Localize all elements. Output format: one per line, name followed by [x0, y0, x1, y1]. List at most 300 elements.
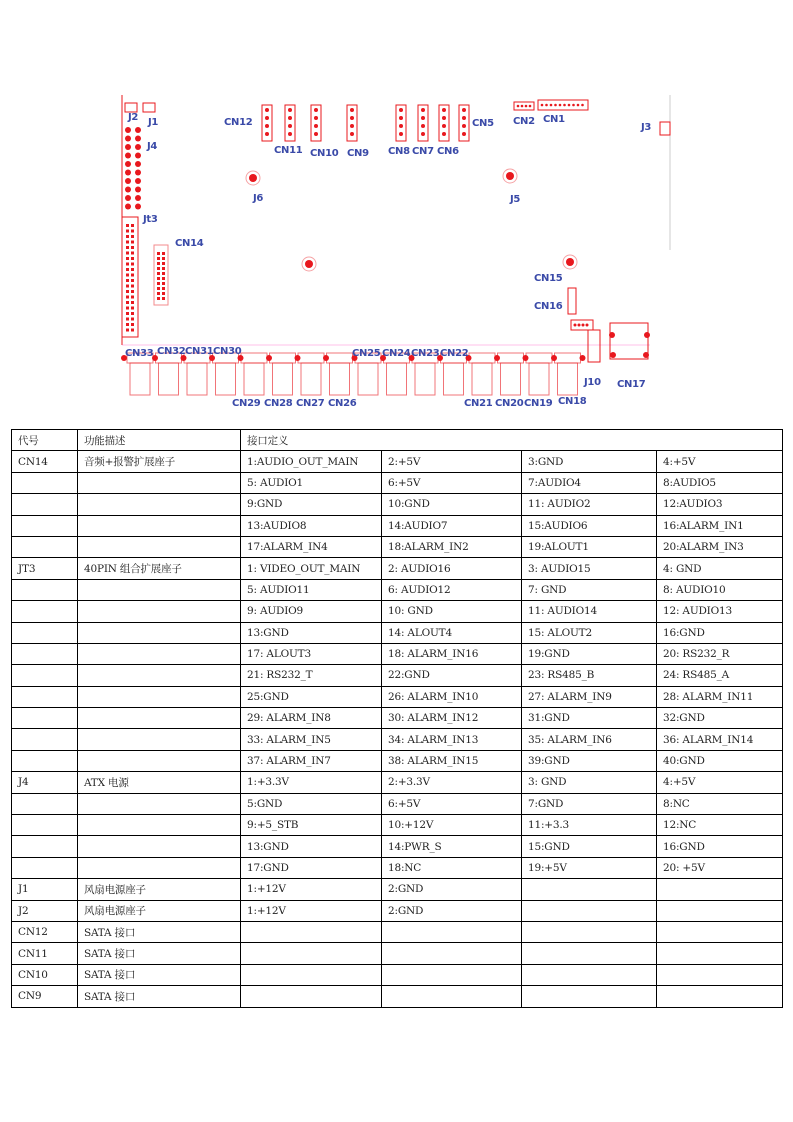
cn14-pin: [162, 297, 165, 300]
cell-pin: 23: RS485_B: [522, 665, 657, 686]
cell-pin: [657, 986, 783, 1007]
cell-pin: 10:GND: [382, 494, 522, 515]
sata-pin: [350, 124, 354, 128]
cell-pin: 11:+3.3: [522, 815, 657, 836]
connector-label-j2: J2: [128, 112, 139, 123]
board-layout-diagram: [110, 90, 680, 410]
connector-label-j4: J4: [147, 141, 158, 152]
sata-pin: [314, 124, 318, 128]
cell-pin: 36: ALARM_IN14: [657, 729, 783, 750]
cell-pin: [657, 879, 783, 900]
cell-pin: [241, 921, 382, 942]
j3-connector: [660, 122, 670, 135]
bnc-body: [187, 363, 207, 395]
cell-pin: 15: ALOUT2: [522, 622, 657, 643]
cell-code: [12, 729, 78, 750]
cell-pin: 12: AUDIO13: [657, 601, 783, 622]
cell-function: [78, 793, 241, 814]
cell-function: 风扇电源座子: [78, 879, 241, 900]
cell-pin: 14: ALOUT4: [382, 622, 522, 643]
cell-function: ATX 电源: [78, 772, 241, 793]
jt3-pin: [126, 296, 129, 299]
jt3-pin: [126, 257, 129, 260]
cn14-pin: [157, 282, 160, 285]
cell-pin: 8: AUDIO10: [657, 579, 783, 600]
j4-pin: [125, 153, 131, 159]
connector-label-cn5: CN5: [472, 118, 494, 129]
mount-hole: [249, 174, 257, 182]
connector-label-cn16: CN16: [534, 301, 563, 312]
cell-pin: [241, 986, 382, 1007]
bnc-body: [472, 363, 492, 395]
cell-pin: 17:GND: [241, 857, 382, 878]
connector-label-cn19: CN19: [524, 398, 553, 409]
cell-pin: 2:GND: [382, 900, 522, 921]
jt3-pin: [126, 307, 129, 310]
jt3-pin: [131, 257, 134, 260]
cell-pin: 18:ALARM_IN2: [382, 536, 522, 557]
jt3-pin: [126, 263, 129, 266]
jt3-pin: [131, 263, 134, 266]
sata-pin: [442, 132, 446, 136]
table-row: [12, 536, 783, 557]
cell-code: J1: [12, 879, 78, 900]
jt3-pin: [131, 301, 134, 304]
jt3-pin: [126, 301, 129, 304]
jt3-pin: [126, 323, 129, 326]
table-row: [12, 943, 783, 964]
j4-pin: [125, 178, 131, 184]
table-row: [12, 472, 783, 493]
cn1-pin: [559, 104, 562, 107]
cell-pin: 7:AUDIO4: [522, 472, 657, 493]
sata-pin: [462, 124, 466, 128]
cell-pin: 4: GND: [657, 558, 783, 579]
cell-pin: 12:NC: [657, 815, 783, 836]
cell-pin: 2:+3.3V: [382, 772, 522, 793]
bnc-connector: [298, 353, 324, 363]
bnc-pin: [580, 355, 586, 361]
sata-pin: [288, 124, 292, 128]
cell-function: [78, 815, 241, 836]
j4-pin: [135, 170, 141, 176]
connector-label-cn25: CN25: [352, 348, 381, 359]
cell-pin: 6:+5V: [382, 472, 522, 493]
connector-label-cn32: CN32: [157, 346, 186, 357]
cn14-pin: [162, 257, 165, 260]
cell-function: SATA 接口: [78, 986, 241, 1007]
jt3-pin: [126, 329, 129, 332]
cn17-pin: [610, 352, 616, 358]
mount-hole: [566, 258, 574, 266]
cell-pin: 4:+5V: [657, 451, 783, 472]
cn14-pin: [157, 297, 160, 300]
connector-label-cn33: CN33: [125, 348, 154, 359]
connector-label-j1: J1: [148, 117, 159, 128]
jt3-pin: [126, 290, 129, 293]
cell-function: [78, 665, 241, 686]
cn2-pin: [517, 105, 520, 108]
connector-label-cn17: CN17: [617, 379, 646, 390]
j4-pin: [135, 136, 141, 142]
cell-code: [12, 643, 78, 664]
jt3-pin: [131, 318, 134, 321]
cell-pin: 13:GND: [241, 622, 382, 643]
connector-label-cn31: CN31: [185, 346, 214, 357]
cn14-pin: [162, 252, 165, 255]
cell-function: [78, 729, 241, 750]
cell-code: [12, 750, 78, 771]
bnc-body: [244, 363, 264, 395]
cell-pin: [382, 921, 522, 942]
board-outline: [110, 90, 680, 410]
cell-pin: 13:GND: [241, 836, 382, 857]
cell-function: [78, 515, 241, 536]
connector-label-cn26: CN26: [328, 398, 357, 409]
cn14-pin: [162, 262, 165, 265]
bnc-connector: [270, 353, 296, 363]
table-row: [12, 579, 783, 600]
sata-pin: [314, 132, 318, 136]
cell-pin: 40:GND: [657, 750, 783, 771]
cn14-connector: [154, 245, 168, 305]
cell-pin: [382, 943, 522, 964]
cn14-pin: [162, 272, 165, 275]
cn1-pin: [563, 104, 566, 107]
connector-label-cn29: CN29: [232, 398, 261, 409]
table-row: [12, 686, 783, 707]
jt3-pin: [126, 285, 129, 288]
mount-hole: [305, 260, 313, 268]
cn14-pin: [162, 287, 165, 290]
cell-pin: 33: ALARM_IN5: [241, 729, 382, 750]
cell-pin: 1:+12V: [241, 879, 382, 900]
jt3-connector: [122, 217, 138, 337]
cell-pin: 14:PWR_S: [382, 836, 522, 857]
cell-pin: 2:+5V: [382, 451, 522, 472]
jt3-pin: [131, 312, 134, 315]
cell-pin: 14:AUDIO7: [382, 515, 522, 536]
bnc-body: [159, 363, 179, 395]
j4-pin: [135, 153, 141, 159]
cell-pin: 5:GND: [241, 793, 382, 814]
sata-pin: [314, 108, 318, 112]
j4-pin: [135, 195, 141, 201]
jt3-pin: [131, 224, 134, 227]
cell-code: CN10: [12, 964, 78, 985]
cell-pin: 3: GND: [522, 772, 657, 793]
cell-code: [12, 515, 78, 536]
cell-pin: 3:GND: [522, 451, 657, 472]
cell-pin: 16:GND: [657, 836, 783, 857]
connector-label-cn22: CN22: [440, 348, 469, 359]
mount-hole: [506, 172, 514, 180]
cell-pin: 4:+5V: [657, 772, 783, 793]
j4-pin: [125, 187, 131, 193]
jt3-pin: [131, 296, 134, 299]
sata-pin: [265, 116, 269, 120]
cell-pin: 19:GND: [522, 643, 657, 664]
cell-pin: 10: GND: [382, 601, 522, 622]
jt3-pin: [131, 285, 134, 288]
cell-code: [12, 815, 78, 836]
connector-label-j5: J5: [510, 194, 521, 205]
jt3-pin: [126, 268, 129, 271]
cn1-pin: [545, 104, 548, 107]
cell-pin: 16:GND: [657, 622, 783, 643]
j4-pin: [135, 178, 141, 184]
cell-pin: 25:GND: [241, 686, 382, 707]
cn14-pin: [157, 292, 160, 295]
sata-pin: [421, 116, 425, 120]
bnc-connector: [469, 353, 495, 363]
cn14-pin: [157, 287, 160, 290]
j4-pin: [135, 144, 141, 150]
cn14-pin: [162, 282, 165, 285]
cell-function: [78, 494, 241, 515]
j4-pin: [135, 204, 141, 210]
j10-connector: [588, 330, 600, 362]
cell-pin: [522, 986, 657, 1007]
j4-pin: [125, 170, 131, 176]
j2-connector: [125, 103, 137, 112]
cell-function: [78, 686, 241, 707]
sata-pin: [442, 116, 446, 120]
jt3-pin: [126, 241, 129, 244]
cell-function: [78, 472, 241, 493]
connector-label-cn11: CN11: [274, 145, 303, 156]
cn16-pin: [574, 324, 577, 327]
cn17-pin: [609, 332, 615, 338]
bnc-body: [529, 363, 549, 395]
cell-pin: [657, 964, 783, 985]
cell-pin: 2: AUDIO16: [382, 558, 522, 579]
cell-pin: 21: RS232_T: [241, 665, 382, 686]
sata-pin: [350, 132, 354, 136]
cell-pin: [657, 900, 783, 921]
cell-pin: 19:ALOUT1: [522, 536, 657, 557]
cn1-pin: [577, 104, 580, 107]
sata-pin: [288, 108, 292, 112]
cell-code: [12, 857, 78, 878]
connector-label-cn14: CN14: [175, 238, 204, 249]
cell-pin: 1:AUDIO_OUT_MAIN: [241, 451, 382, 472]
table-row: [12, 622, 783, 643]
cell-function: 风扇电源座子: [78, 900, 241, 921]
sata-pin: [265, 108, 269, 112]
cell-function: SATA 接口: [78, 964, 241, 985]
cn14-pin: [157, 272, 160, 275]
bnc-connector: [327, 353, 353, 363]
cell-code: [12, 601, 78, 622]
sata-pin: [265, 132, 269, 136]
cn16-pin: [582, 324, 585, 327]
connector-label-cn2: CN2: [513, 116, 535, 127]
cell-pin: 16:ALARM_IN1: [657, 515, 783, 536]
interface-definition-table: [11, 429, 783, 1008]
jt3-pin: [131, 307, 134, 310]
connector-label-cn15: CN15: [534, 273, 563, 284]
cell-pin: 37: ALARM_IN7: [241, 750, 382, 771]
cell-pin: 1: VIDEO_OUT_MAIN: [241, 558, 382, 579]
cell-pin: 7: GND: [522, 579, 657, 600]
connector-label-cn10: CN10: [310, 148, 339, 159]
cell-code: CN12: [12, 921, 78, 942]
j4-pin: [125, 127, 131, 133]
connector-label-j6: J6: [253, 193, 264, 204]
sata-pin: [399, 124, 403, 128]
cell-pin: [382, 964, 522, 985]
cell-pin: 1:+12V: [241, 900, 382, 921]
cell-code: [12, 472, 78, 493]
table-row: [12, 879, 783, 900]
sata-pin: [421, 132, 425, 136]
bnc-body: [273, 363, 293, 395]
cell-pin: 11: AUDIO2: [522, 494, 657, 515]
jt3-pin: [131, 290, 134, 293]
connector-label-cn20: CN20: [495, 398, 524, 409]
connector-label-cn7: CN7: [412, 146, 434, 157]
cell-pin: 6: AUDIO12: [382, 579, 522, 600]
jt3-pin: [126, 224, 129, 227]
connector-label-cn21: CN21: [464, 398, 493, 409]
connector-label-cn18: CN18: [558, 396, 587, 407]
sata-pin: [399, 116, 403, 120]
cell-pin: 9:+5_STB: [241, 815, 382, 836]
cn1-pin: [550, 104, 553, 107]
cn14-pin: [157, 252, 160, 255]
sata-pin: [314, 116, 318, 120]
connector-label-cn24: CN24: [382, 348, 411, 359]
cn16-pin: [586, 324, 589, 327]
sata-pin: [462, 108, 466, 112]
cell-pin: 17: ALOUT3: [241, 643, 382, 664]
cell-pin: 24: RS485_A: [657, 665, 783, 686]
header-code: 代号: [12, 430, 78, 451]
jt3-pin: [126, 274, 129, 277]
connector-label-cn28: CN28: [264, 398, 293, 409]
j4-pin: [125, 204, 131, 210]
cn1-pin: [581, 104, 584, 107]
j4-pin: [135, 161, 141, 167]
sata-pin: [399, 132, 403, 136]
cn1-pin: [568, 104, 571, 107]
cell-pin: [522, 943, 657, 964]
connector-label-j3: J3: [641, 122, 652, 133]
cell-pin: 8:NC: [657, 793, 783, 814]
cn2-pin: [521, 105, 524, 108]
connector-label-cn27: CN27: [296, 398, 325, 409]
sata-pin: [288, 132, 292, 136]
jt3-pin: [131, 246, 134, 249]
cell-pin: [657, 943, 783, 964]
cn15-connector: [568, 288, 576, 314]
bnc-connector: [555, 353, 581, 363]
sata-pin: [462, 116, 466, 120]
table-row: [12, 558, 783, 579]
sata-pin: [421, 108, 425, 112]
cell-pin: [522, 879, 657, 900]
table-row: [12, 772, 783, 793]
cell-code: [12, 622, 78, 643]
j4-pin: [125, 161, 131, 167]
cell-pin: 22:GND: [382, 665, 522, 686]
sata-pin: [462, 132, 466, 136]
table-row: [12, 643, 783, 664]
connector-label-cn6: CN6: [437, 146, 459, 157]
bnc-body: [387, 363, 407, 395]
jt3-pin: [131, 323, 134, 326]
table-row: [12, 750, 783, 771]
cn17-pin: [643, 352, 649, 358]
table-row: [12, 729, 783, 750]
cell-code: [12, 579, 78, 600]
table-row: [12, 451, 783, 472]
cell-pin: 39:GND: [522, 750, 657, 771]
cell-function: 音频+报警扩展座子: [78, 451, 241, 472]
jt3-pin: [126, 230, 129, 233]
cn14-pin: [157, 257, 160, 260]
cell-pin: 19:+5V: [522, 857, 657, 878]
cell-function: [78, 601, 241, 622]
table-row: [12, 857, 783, 878]
table-row: [12, 515, 783, 536]
cell-pin: 15:GND: [522, 836, 657, 857]
jt3-pin: [131, 274, 134, 277]
j4-pin: [135, 127, 141, 133]
jt3-pin: [126, 246, 129, 249]
cell-pin: 18:NC: [382, 857, 522, 878]
cn14-pin: [157, 277, 160, 280]
cell-pin: 9:GND: [241, 494, 382, 515]
cell-pin: [241, 943, 382, 964]
table-row: [12, 836, 783, 857]
cell-pin: 30: ALARM_IN12: [382, 708, 522, 729]
table-row: [12, 708, 783, 729]
sata-pin: [421, 124, 425, 128]
j4-pin: [125, 144, 131, 150]
sata-pin: [442, 108, 446, 112]
cell-pin: 18: ALARM_IN16: [382, 643, 522, 664]
table-row: [12, 665, 783, 686]
sata-pin: [442, 124, 446, 128]
j4-pin: [125, 136, 131, 142]
connector-label-cn12: CN12: [224, 117, 253, 128]
bnc-body: [216, 363, 236, 395]
cn14-pin: [162, 277, 165, 280]
cell-pin: 27: ALARM_IN9: [522, 686, 657, 707]
cn17-pin: [644, 332, 650, 338]
cell-pin: [657, 921, 783, 942]
j4-pin: [125, 195, 131, 201]
cell-pin: 11: AUDIO14: [522, 601, 657, 622]
j4-pin: [135, 187, 141, 193]
connector-label-jt3: Jt3: [143, 214, 158, 225]
bnc-body: [301, 363, 321, 395]
cell-code: [12, 536, 78, 557]
cn1-pin: [541, 104, 544, 107]
cell-function: [78, 622, 241, 643]
cell-code: J2: [12, 900, 78, 921]
cell-code: J4: [12, 772, 78, 793]
cell-function: [78, 643, 241, 664]
cell-pin: 1:+3.3V: [241, 772, 382, 793]
header-function: 功能描述: [78, 430, 241, 451]
cell-pin: 9: AUDIO9: [241, 601, 382, 622]
cell-code: [12, 494, 78, 515]
cell-pin: 8:AUDIO5: [657, 472, 783, 493]
cell-pin: 2:GND: [382, 879, 522, 900]
